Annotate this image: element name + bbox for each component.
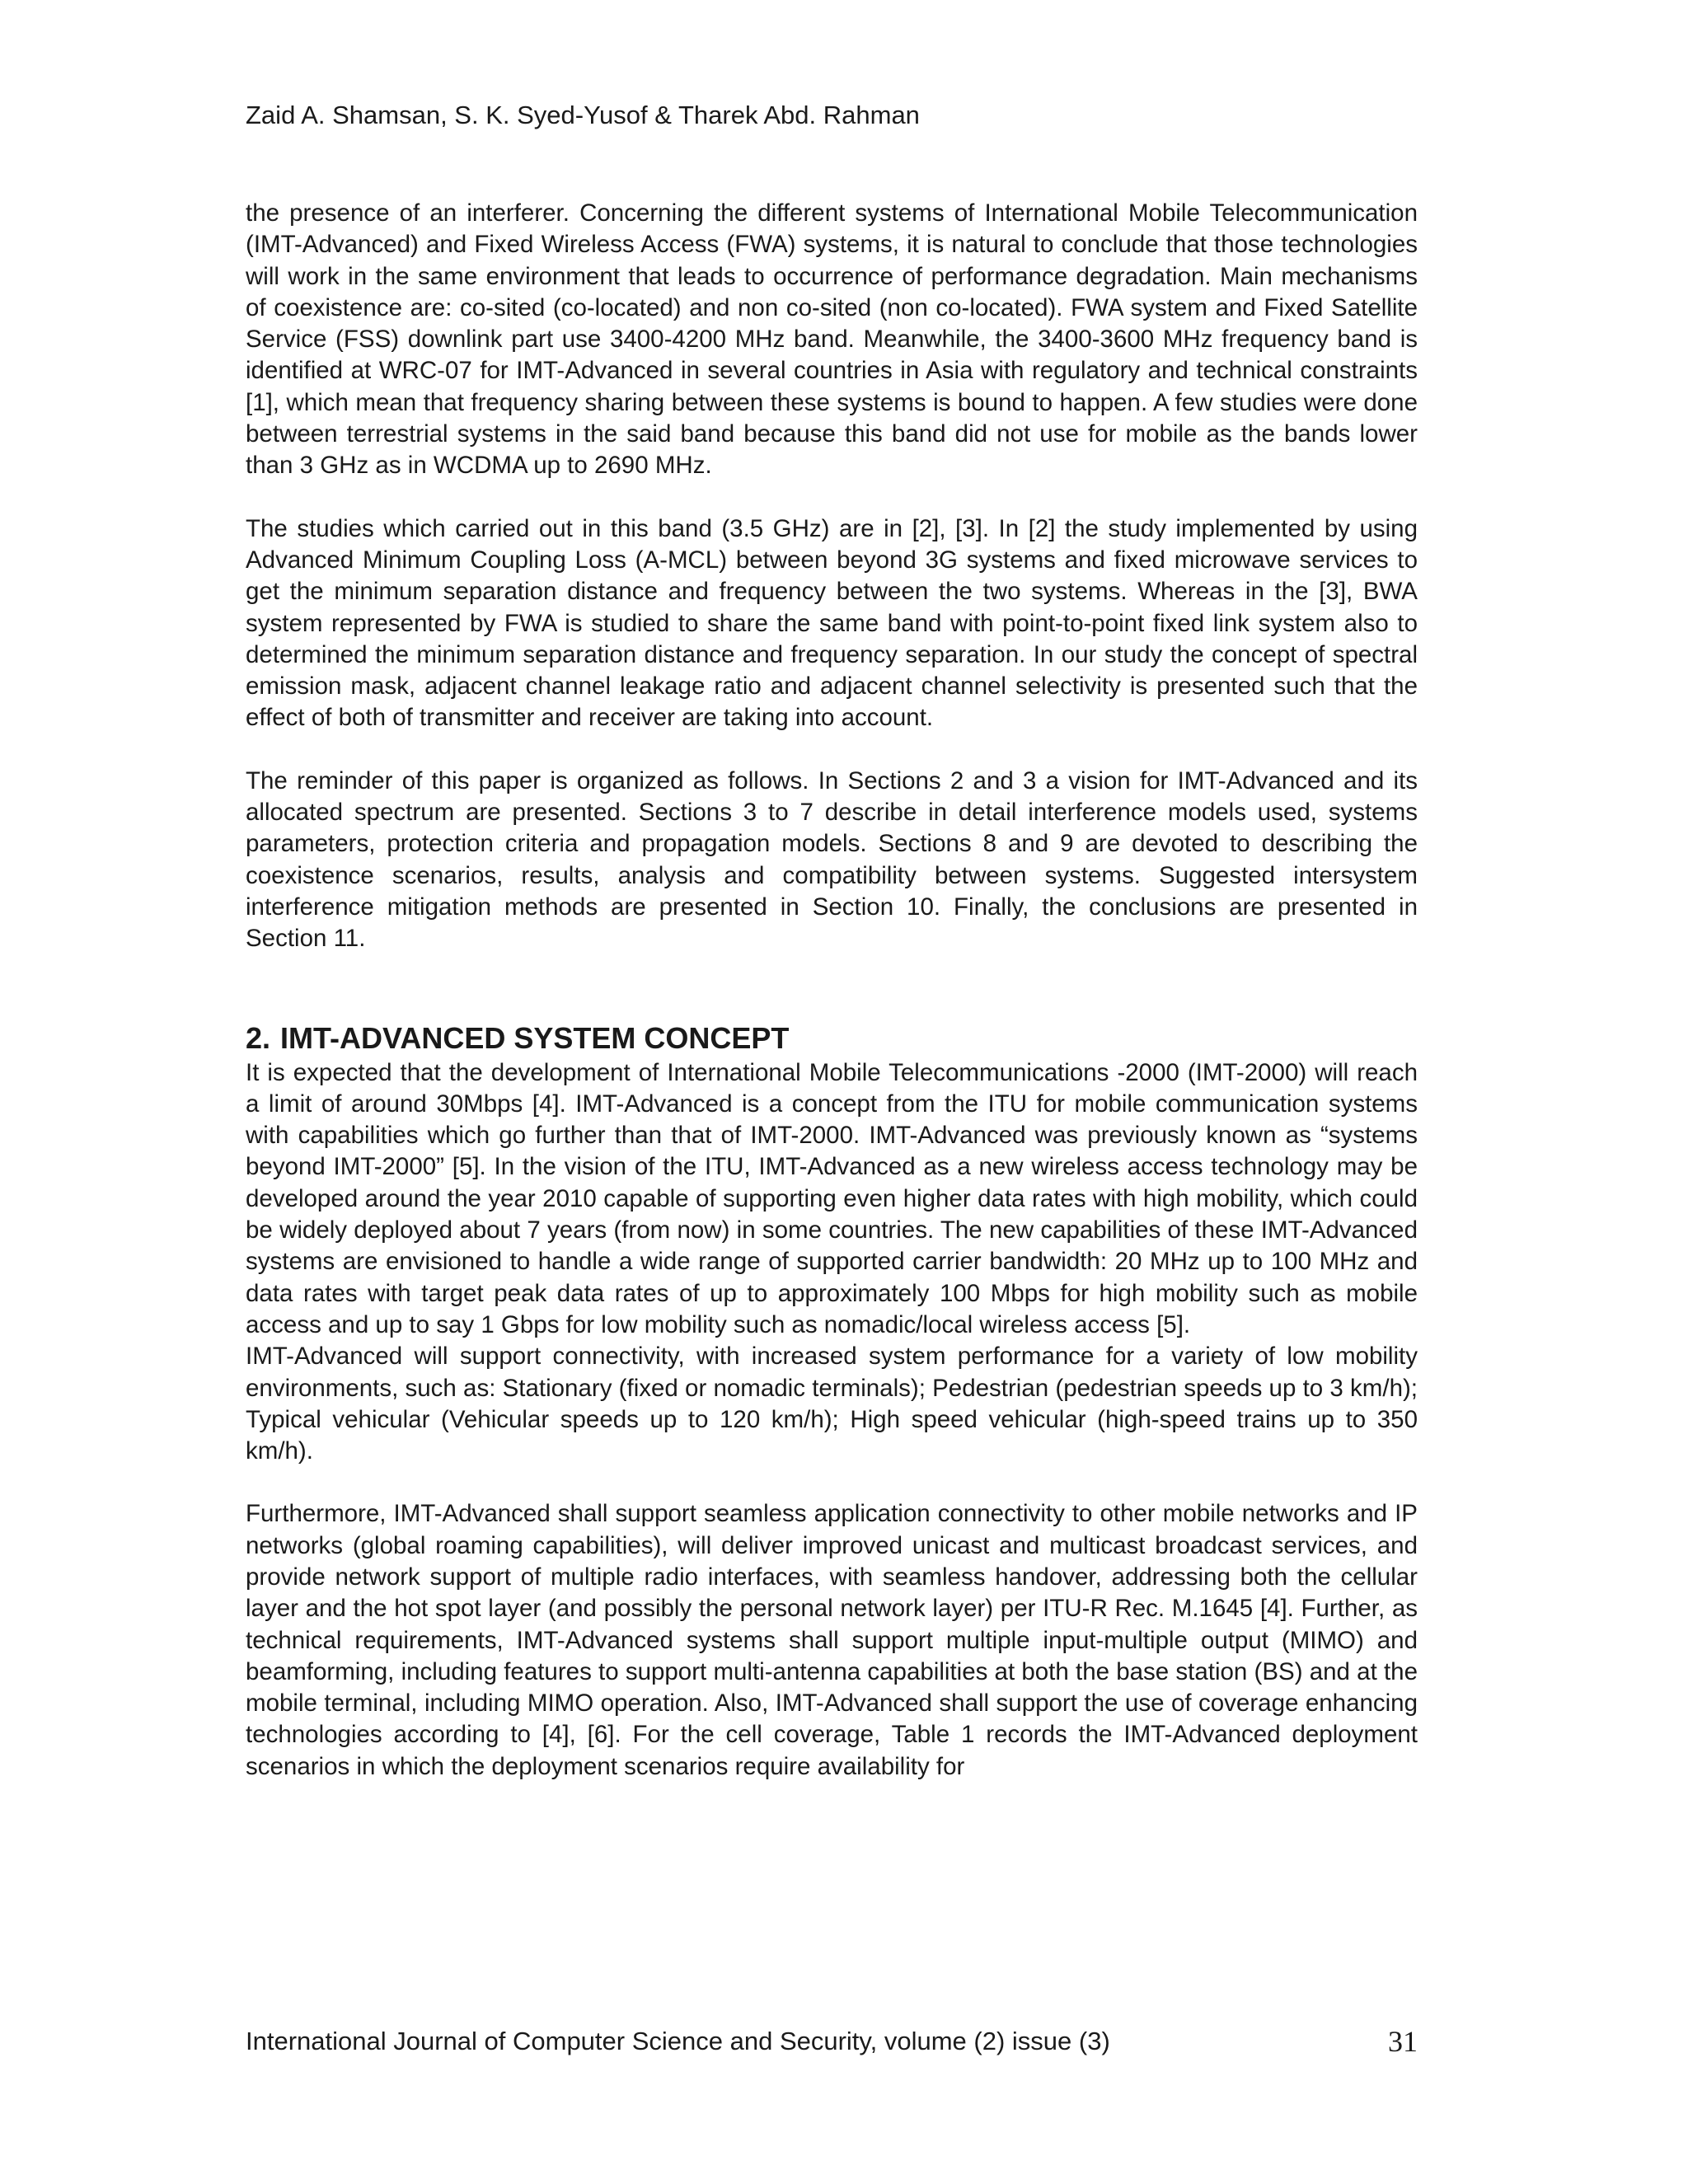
page-number: 31 bbox=[1388, 2025, 1418, 2058]
section-number: 2. bbox=[246, 1020, 271, 1055]
paragraph-spacer bbox=[246, 734, 1418, 766]
section2-paragraph-2: IMT-Advanced will support connectivity, with increased system performance for a variety of low mobility environments, such as: Stationary (fixed or nomadic terminals); Pedestrian (pedestrian speeds up to 3 km/h); Typical vehicular (Vehicular speeds up to 120 km/h); High speed vehicular (high-speed trains up to 350 km/h). bbox=[246, 1343, 1418, 1465]
running-head-authors: Zaid A. Shamsan, S. K. Syed-Yusof & Tharek Abd. Rahman bbox=[246, 101, 920, 129]
paragraph-spacer bbox=[246, 1467, 1418, 1498]
section-spacer bbox=[246, 955, 1418, 1019]
paragraph-spacer bbox=[246, 482, 1418, 513]
footer-journal: International Journal of Computer Science and Security, volume (2) issue (3) bbox=[246, 2027, 1110, 2055]
body-paragraph-2: The studies which carried out in this band (3.5 GHz) are in [2], [3]. In [2] the study implemented by using Advanced Minimum Coupling Loss (A-MCL) between beyond 3G systems and fixed microwave services to get the minimum separation distance and frequency between the two systems. Whereas in the [3], BWA system represented by FWA is studied to share the same band with point-to-point fixed link system also to determined the minimum separation distance and frequency separation. In our study the concept of spectral emission mask, adjacent channel leakage ratio and adjacent channel selectivity is presented such that the effect of both of transmitter and receiver are taking into account. bbox=[246, 514, 1418, 732]
section2-paragraph-3: Furthermore, IMT-Advanced shall support seamless application connectivity to other mobile networks and IP networks (global roaming capabilities), will deliver improved unicast and multicast broadcast services, and provide network support of multiple radio interfaces, with seamless handover, addressing both the cellular layer and the hot spot layer (and possibly the personal network layer) per ITU-R Rec. M.1645 [4]. Further, as technical requirements, IMT-Advanced systems shall support multiple input-multiple output (MIMO) and beamforming, including features to support multi-antenna capabilities at both the base station (BS) and at the mobile terminal, including MIMO operation. Also, IMT-Advanced shall support the use of coverage enhancing technologies according to [4], [6]. For the cell coverage, Table 1 records the IMT-Advanced deployment scenarios in which the deployment scenarios require availability for bbox=[246, 1500, 1418, 1780]
section2-paragraph-1: It is expected that the development of International Mobile Telecommunications -2000 (IMT-2000) will reach a limit of around 30Mbps [4]. IMT-Advanced is a concept from the ITU for mobile communication systems with capabilities which go further than that of IMT-2000. IMT-Advanced was previously known as “systems beyond IMT-2000” [5]. In the vision of the ITU, IMT-Advanced as a new wireless access technology may be developed around the year 2010 capable of supporting even higher data rates with high mobility, which could be widely deployed about 7 years (from now) in some countries. The new capabilities of these IMT-Advanced systems are envisioned to handle a wide range of supported carrier bandwidth: 20 MHz up to 100 MHz and data rates with target peak data rates of up to approximately 100 Mbps for high mobility such as mobile access and up to say 1 Gbps for low mobility such as nomadic/local wireless access [5]. bbox=[246, 1058, 1418, 1338]
body-paragraph-1: the presence of an interferer. Concerning the different systems of International Mobile Telecommunication (IMT-Advanced) and Fixed Wireless Access (FWA) systems, it is natural to conclude that those technologies will work in the same environment that leads to occurrence of performance degradation. Main mechanisms of coexistence are: co-sited (co-located) and non co-sited (non co-located). FWA system and Fixed Satellite Service (FSS) downlink part use 3400-4200 MHz band. Meanwhile, the 3400-3600 MHz frequency band is identified at WRC-07 for IMT-Advanced in several countries in Asia with regulatory and technical constraints [1], which mean that frequency sharing between these systems is bound to happen. A few studies were done between terrestrial systems in the said band because this band did not use for mobile as the bands lower than 3 GHz as in WCDMA up to 2690 MHz. bbox=[246, 199, 1418, 480]
body-paragraph-3: The reminder of this paper is organized as follows. In Sections 2 and 3 a vision for IMT-Advanced and its allocated spectrum are presented. Sections 3 to 7 describe in detail interference models used, systems parameters, protection criteria and propagation models. Sections 8 and 9 are devoted to describing the coexistence scenarios, results, analysis and compatibility between systems. Suggested intersystem interference mitigation methods are presented in Section 10. Finally, the conclusions are presented in Section 11. bbox=[246, 766, 1418, 953]
section-heading bbox=[246, 1019, 1418, 1057]
section-title: IMT-ADVANCED SYSTEM CONCEPT bbox=[280, 1020, 790, 1055]
main-content bbox=[246, 198, 1418, 1783]
